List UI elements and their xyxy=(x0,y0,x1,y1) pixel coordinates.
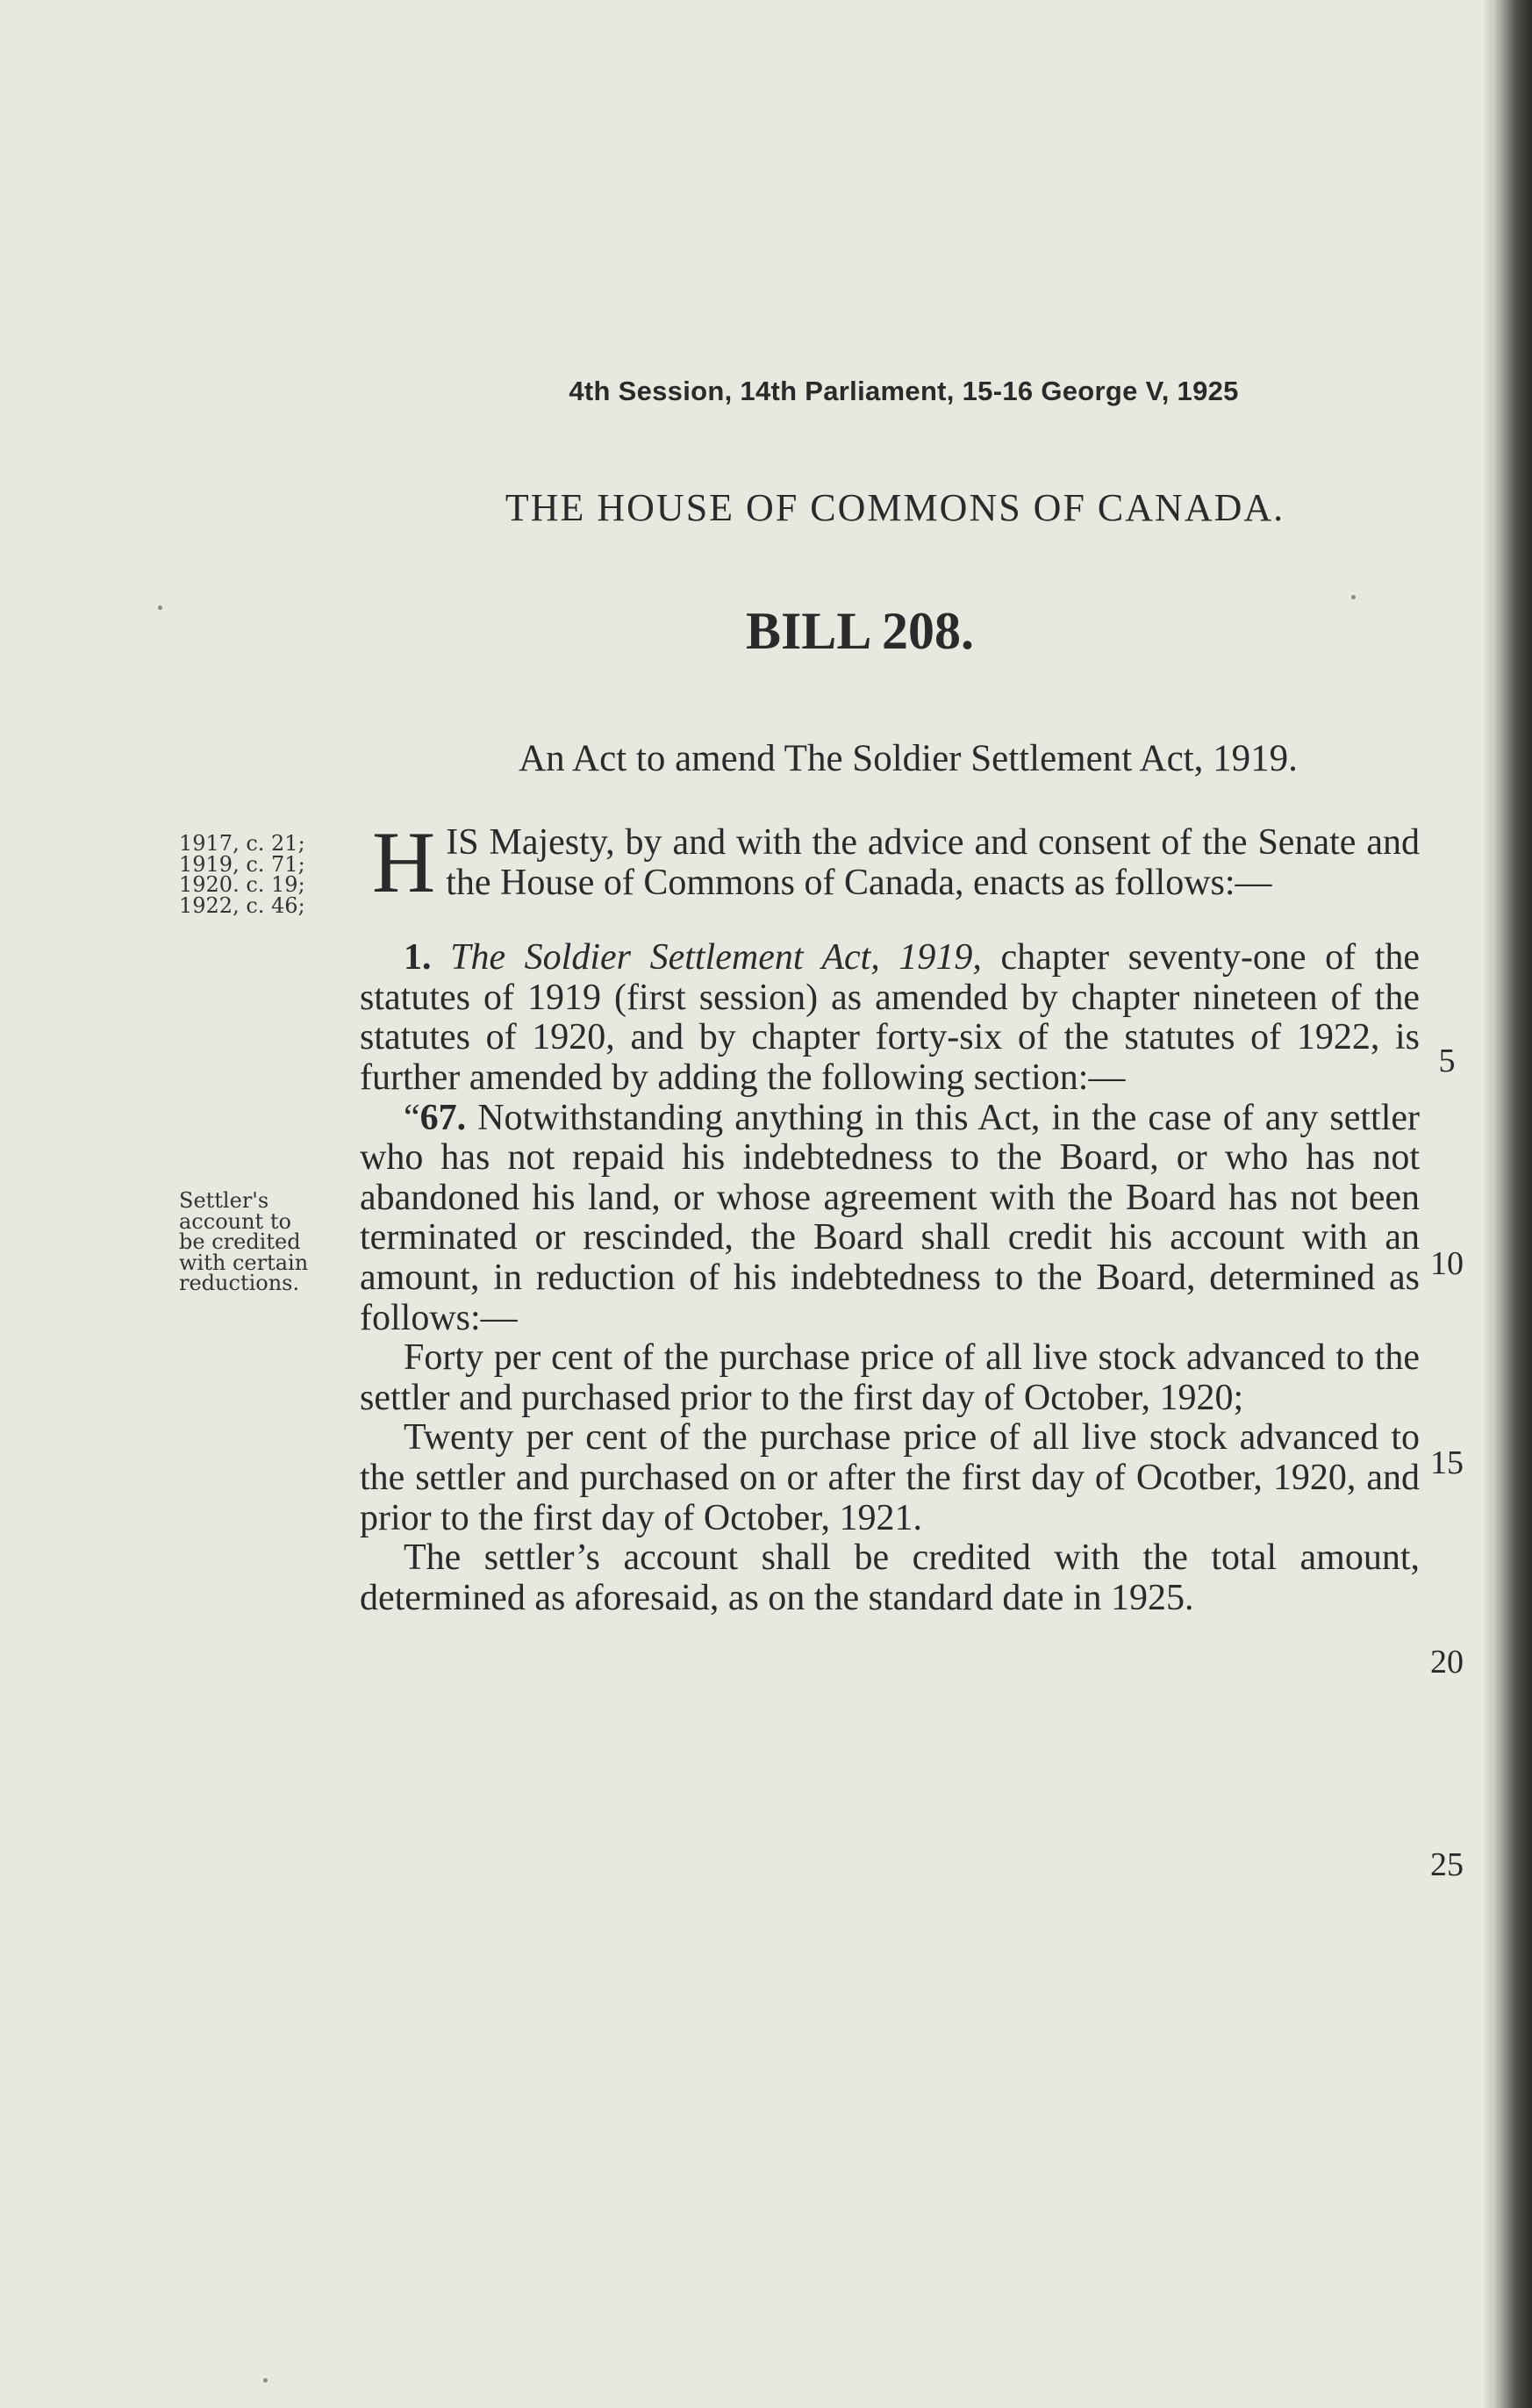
marginal-statute-references xyxy=(179,831,305,918)
paragraph: Twenty per cent of the purchase price of all live stock advanced to the settler and purchased on or after the first day of Ocotber, 1920, and prior to the first day of October, 1921. xyxy=(360,1417,1420,1538)
enacting-text: IS Majesty, by and with the advice and consent of the Senate and the House of Commons of Canada, enacts as follows:— xyxy=(446,822,1420,903)
paper-speck xyxy=(263,2378,268,2383)
line-number: 10 xyxy=(1430,1245,1464,1282)
house-heading: THE HOUSE OF COMMONS OF CANADA. xyxy=(505,486,1285,529)
line-number: 5 xyxy=(1438,1043,1456,1079)
quote-mark: “ xyxy=(404,1097,420,1138)
marginal-note-line: Settler's xyxy=(179,1188,269,1213)
marginal-ref: 1922, c. 46; xyxy=(179,892,305,918)
marginal-ref: 1919, c. 71; xyxy=(179,851,305,877)
act-title: An Act to amend The Soldier Settlement Act, 1919. xyxy=(519,738,1298,779)
book-spine xyxy=(1492,0,1532,2408)
bill-number: BILL 208. xyxy=(745,602,975,660)
marginal-ref: 1917, c. 21; xyxy=(179,831,305,856)
section-67 xyxy=(360,1099,1420,1339)
marginal-ref: 1920. c. 19; xyxy=(179,872,305,897)
section-number: 1. xyxy=(404,937,432,978)
paragraph: The settler’s account shall be credited with the total amount, determined as aforesaid, as on the standard date in 1925. xyxy=(360,1537,1420,1618)
section-text: Notwithstanding anything in this Act, in the case of any settler who has not repaid his indebtedness to the Board, or who has not abandoned his land, or whose agreement with the Board has not been terminated or rescinded, the Board shall credit his account with an amount, in reduction of his indebtedness to the Board, determined as follows:— xyxy=(360,1097,1421,1338)
marginal-note xyxy=(179,1188,309,1295)
session-line: 4th Session, 14th Parliament, 15-16 George V, 1925 xyxy=(569,376,1239,406)
marginal-note-line: with certain xyxy=(179,1250,309,1275)
line-number: 20 xyxy=(1430,1644,1464,1681)
paper-speck xyxy=(1351,595,1356,599)
enacting-clause xyxy=(360,813,1420,911)
bill-body xyxy=(360,813,1421,1618)
marginal-note-line: account to xyxy=(179,1208,291,1234)
act-name: The Soldier Settlement Act, 1919, xyxy=(450,937,982,978)
section-1 xyxy=(360,938,1420,1098)
line-number: 15 xyxy=(1430,1444,1464,1481)
section-text: chapter seventy-one of the statutes of 1919 (first session) as amended by chapter nineteen of the statutes of 1920, and by chapter forty-six of the statutes of 1922, is further amended by adding the following section:— xyxy=(360,937,1421,1098)
binding-shadow xyxy=(1483,0,1492,2408)
paper-speck xyxy=(158,606,162,610)
section-number: 67. xyxy=(419,1097,467,1138)
marginal-note-line: reductions. xyxy=(179,1271,300,1295)
line-number: 25 xyxy=(1430,1846,1464,1883)
drop-cap: H xyxy=(372,813,436,911)
marginal-note-line: be credited xyxy=(179,1229,301,1254)
paragraph: Forty per cent of the purchase price of all live stock advanced to the settler and purchased prior to the first day of October, 1920; xyxy=(360,1337,1420,1418)
